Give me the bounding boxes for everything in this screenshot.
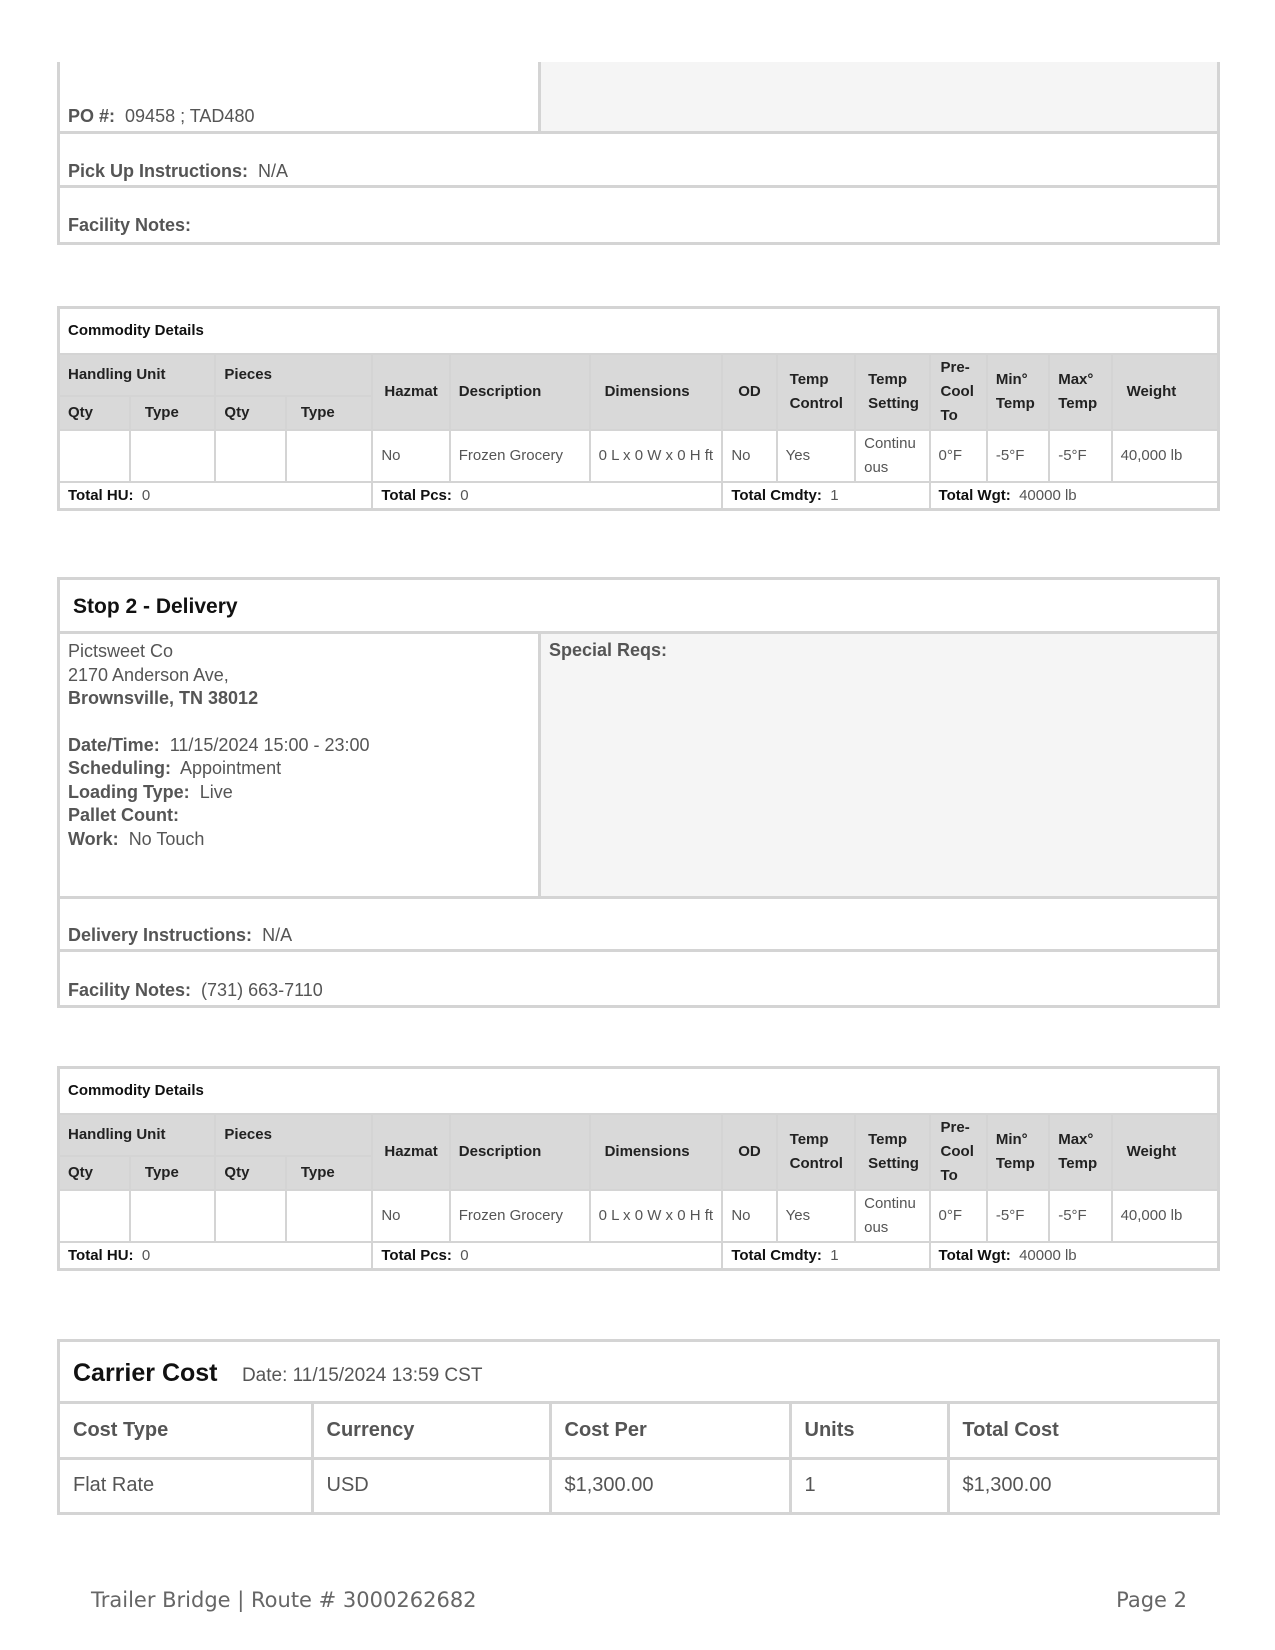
total-wgt-label: Total Wgt: xyxy=(938,1246,1011,1264)
hu-type-cell xyxy=(130,1190,216,1242)
pcs-type-cell xyxy=(286,1190,373,1242)
total-wgt-value: 40000 lb xyxy=(1019,486,1077,504)
total-cmdty xyxy=(722,1242,929,1270)
carrier-cost-table xyxy=(60,1404,1217,1512)
precool-header: Pre-Cool To xyxy=(930,1114,987,1190)
pcs-type-header: Type xyxy=(286,1156,373,1190)
total-pcs-value: 0 xyxy=(460,486,469,504)
carrier-cost-title: Carrier Cost xyxy=(73,1359,218,1387)
commodity-title: Commodity Details xyxy=(59,1068,1219,1114)
total-wgt-label: Total Wgt: xyxy=(938,486,1011,504)
stop2-section xyxy=(57,577,1220,1008)
commodity-table-1 xyxy=(57,306,1220,511)
handling-unit-header: Handling Unit xyxy=(59,354,216,396)
min-temp-header: Min° Temp xyxy=(987,354,1049,430)
footer-page-number: Page 2 xyxy=(1116,1588,1187,1612)
po-value: 09458 ; TAD480 xyxy=(125,106,255,126)
hazmat-header: Hazmat xyxy=(372,354,449,430)
total-cost-header: Total Cost xyxy=(948,1404,1217,1458)
total-wgt xyxy=(930,1242,1219,1270)
total-hu-label: Total HU: xyxy=(68,1246,134,1264)
dimensions-header: Dimensions xyxy=(590,354,723,430)
weight-header: Weight xyxy=(1112,354,1219,430)
handling-unit-header: Handling Unit xyxy=(59,1114,216,1156)
delivery-facility-label: Facility Notes: xyxy=(68,980,192,1000)
delivery-instructions-label: Delivery Instructions: xyxy=(68,925,253,945)
weight-cell: 40,000 lb xyxy=(1112,1190,1219,1242)
total-pcs-value: 0 xyxy=(460,1246,469,1264)
carrier-cost-section xyxy=(57,1339,1220,1515)
weight-header: Weight xyxy=(1112,1114,1219,1190)
total-hu-value: 0 xyxy=(141,1246,151,1264)
temp-control-header: Temp Control xyxy=(777,1114,855,1190)
currency-header: Currency xyxy=(312,1404,550,1458)
stop2-company: Pictsweet Co xyxy=(68,641,174,661)
hu-qty-header: Qty xyxy=(59,1156,130,1190)
od-header: OD xyxy=(722,354,776,430)
pickup-instructions-row xyxy=(60,134,1217,188)
hazmat-header: Hazmat xyxy=(372,1114,449,1190)
scheduling-value: Appointment xyxy=(180,758,282,778)
max-temp-header: Max° Temp xyxy=(1049,354,1111,430)
cost-type-header: Cost Type xyxy=(60,1404,312,1458)
precool-header: Pre-Cool To xyxy=(930,354,987,430)
dimensions-cell: 0 L x 0 W x 0 H ft xyxy=(590,1190,723,1242)
commodity-title: Commodity Details xyxy=(59,308,1219,354)
total-hu xyxy=(59,482,373,510)
stop2-address-block xyxy=(60,634,541,896)
total-wgt-value: 40000 lb xyxy=(1019,1246,1077,1264)
pieces-header: Pieces xyxy=(215,354,372,396)
description-cell: Frozen Grocery xyxy=(450,1190,590,1242)
description-header: Description xyxy=(450,1114,590,1190)
delivery-instructions-value: N/A xyxy=(262,925,293,945)
special-reqs-block xyxy=(541,634,1217,896)
total-cmdty-label: Total Cmdty: xyxy=(731,486,822,504)
total-cmdty-value: 1 xyxy=(830,486,839,504)
dimensions-cell: 0 L x 0 W x 0 H ft xyxy=(590,430,723,482)
temp-control-cell: Yes xyxy=(777,1190,855,1242)
od-header: OD xyxy=(722,1114,776,1190)
footer-route: Trailer Bridge | Route # 3000262682 xyxy=(91,1588,477,1612)
units-cell: 1 xyxy=(790,1458,948,1512)
pickup-section xyxy=(57,62,1220,245)
min-temp-header: Min° Temp xyxy=(987,1114,1049,1190)
po-label: PO #: xyxy=(68,106,116,126)
od-cell: No xyxy=(722,430,776,482)
max-temp-cell: -5°F xyxy=(1049,430,1111,482)
pickup-facility-label: Facility Notes: xyxy=(68,215,192,235)
pcs-qty-header: Qty xyxy=(215,396,285,430)
temp-setting-cell: Continuous xyxy=(855,1190,929,1242)
po-row xyxy=(60,62,1217,134)
delivery-instructions-row xyxy=(60,899,1217,952)
hu-qty-cell xyxy=(59,430,130,482)
max-temp-cell: -5°F xyxy=(1049,1190,1111,1242)
pcs-qty-cell xyxy=(215,430,285,482)
work-value: No Touch xyxy=(128,828,205,849)
hazmat-cell: No xyxy=(372,1190,449,1242)
hazmat-cell: No xyxy=(372,430,449,482)
stop2-city: Brownsville, TN 38012 xyxy=(68,688,259,708)
special-reqs-cell xyxy=(541,62,1217,131)
pcs-type-cell xyxy=(286,430,373,482)
precool-cell: 0°F xyxy=(930,430,987,482)
pickup-instructions-value: N/A xyxy=(258,161,289,181)
hu-type-header: Type xyxy=(130,396,216,430)
temp-setting-header: Temp Setting xyxy=(855,1114,929,1190)
datetime-value: 11/15/2024 15:00 - 23:00 xyxy=(169,734,370,755)
temp-control-header: Temp Control xyxy=(777,354,855,430)
cost-type-cell: Flat Rate xyxy=(60,1458,312,1512)
temp-setting-cell: Continuous xyxy=(855,430,929,482)
min-temp-cell: -5°F xyxy=(987,1190,1049,1242)
dimensions-header: Dimensions xyxy=(590,1114,723,1190)
temp-control-cell: Yes xyxy=(777,430,855,482)
total-pcs-label: Total Pcs: xyxy=(381,486,452,504)
pickup-facility-row xyxy=(60,188,1217,242)
special-reqs-label: Special Reqs: xyxy=(549,640,668,660)
loading-type-value: Live xyxy=(199,781,233,802)
total-pcs xyxy=(372,1242,722,1270)
hu-qty-header: Qty xyxy=(59,396,130,430)
pcs-qty-header: Qty xyxy=(215,1156,285,1190)
total-pcs-label: Total Pcs: xyxy=(381,1246,452,1264)
precool-cell: 0°F xyxy=(930,1190,987,1242)
delivery-facility-value: (731) 663-7110 xyxy=(201,980,323,1000)
stop2-details xyxy=(60,634,1217,899)
min-temp-cell: -5°F xyxy=(987,430,1049,482)
work-label: Work: xyxy=(68,828,119,849)
total-cmdty xyxy=(722,482,929,510)
carrier-cost-date: Date: 11/15/2024 13:59 CST xyxy=(241,1365,483,1386)
total-cmdty-label: Total Cmdty: xyxy=(731,1246,822,1264)
cost-per-cell: $1,300.00 xyxy=(550,1458,790,1512)
datetime-label: Date/Time: xyxy=(68,734,160,755)
po-cell xyxy=(60,62,541,131)
total-wgt xyxy=(930,482,1219,510)
temp-setting-header: Temp Setting xyxy=(855,354,929,430)
units-header: Units xyxy=(790,1404,948,1458)
description-header: Description xyxy=(450,354,590,430)
hu-type-cell xyxy=(130,430,216,482)
pcs-qty-cell xyxy=(215,1190,285,1242)
od-cell: No xyxy=(722,1190,776,1242)
hu-qty-cell xyxy=(59,1190,130,1242)
loading-type-label: Loading Type: xyxy=(68,781,190,802)
total-cost-cell: $1,300.00 xyxy=(948,1458,1217,1512)
pieces-header: Pieces xyxy=(215,1114,372,1156)
pallet-count-label: Pallet Count: xyxy=(68,805,179,825)
weight-cell: 40,000 lb xyxy=(1112,430,1219,482)
total-hu xyxy=(59,1242,373,1270)
total-pcs xyxy=(372,482,722,510)
max-temp-header: Max° Temp xyxy=(1049,1114,1111,1190)
total-hu-value: 0 xyxy=(141,486,151,504)
pickup-instructions-label: Pick Up Instructions: xyxy=(68,161,249,181)
cost-per-header: Cost Per xyxy=(550,1404,790,1458)
currency-cell: USD xyxy=(312,1458,550,1512)
stop2-street: 2170 Anderson Ave, xyxy=(68,664,229,685)
hu-type-header: Type xyxy=(130,1156,216,1190)
total-cmdty-value: 1 xyxy=(830,1246,839,1264)
total-hu-label: Total HU: xyxy=(68,486,134,504)
delivery-facility-row xyxy=(60,952,1217,1005)
stop2-title: Stop 2 - Delivery xyxy=(60,580,1217,634)
pcs-type-header: Type xyxy=(286,396,373,430)
scheduling-label: Scheduling: xyxy=(68,758,171,778)
commodity-table-2 xyxy=(57,1066,1220,1271)
description-cell: Frozen Grocery xyxy=(450,430,590,482)
carrier-cost-header xyxy=(60,1342,1217,1404)
